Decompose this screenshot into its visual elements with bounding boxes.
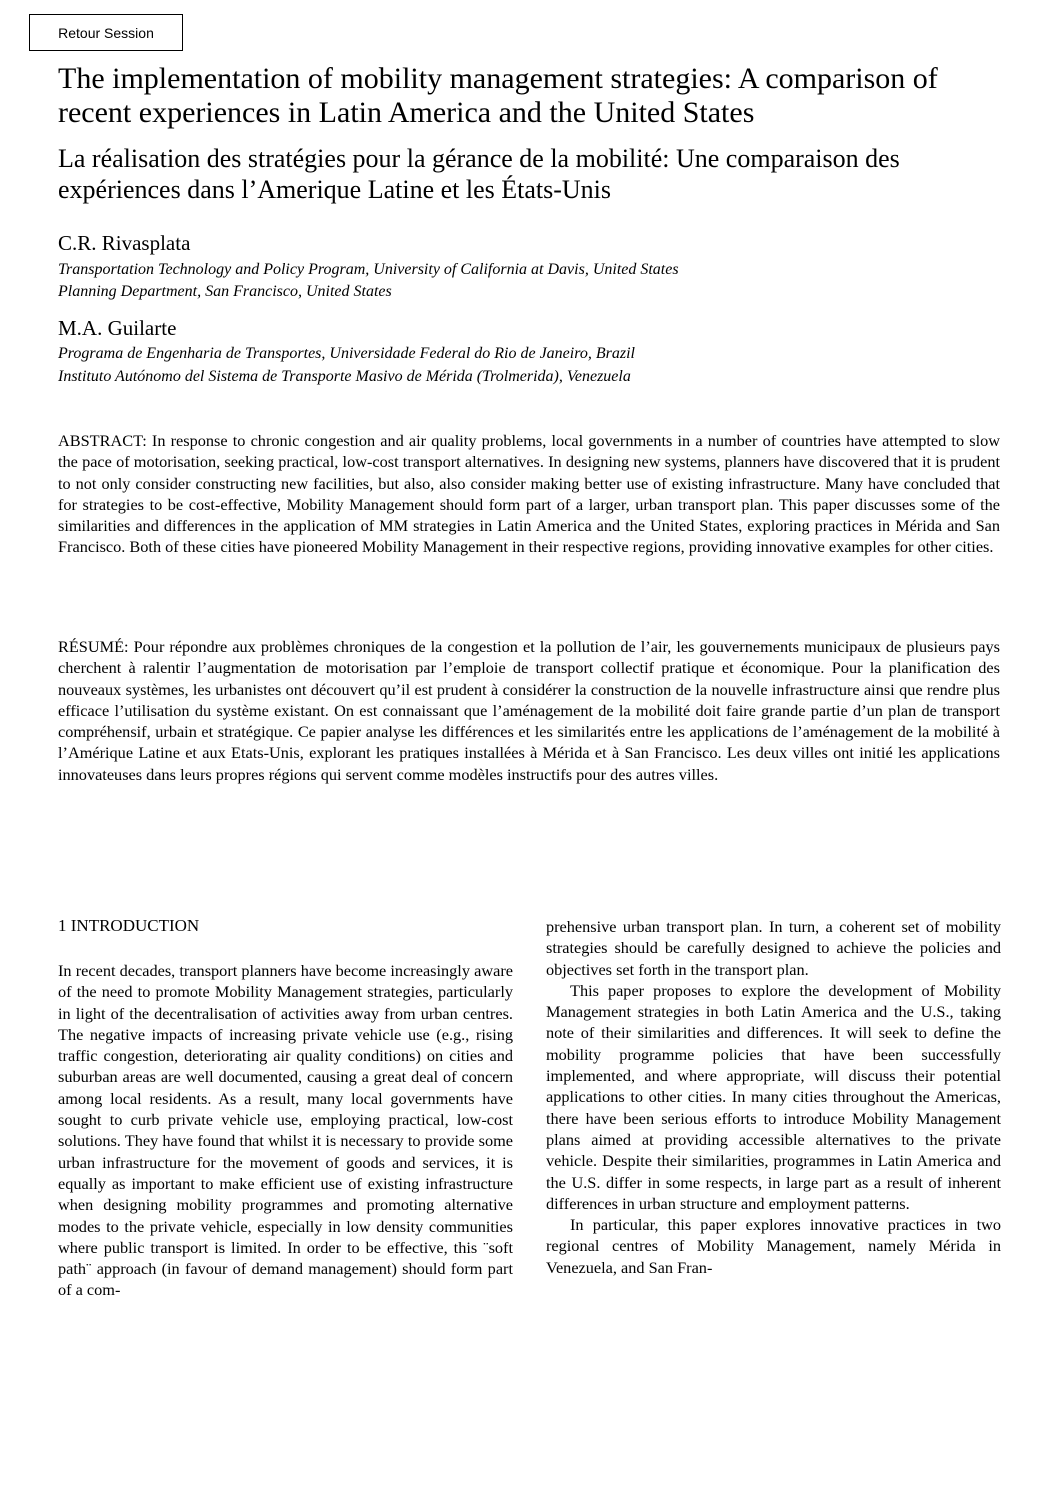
author-name: M.A. Guilarte — [58, 316, 177, 340]
author-affiliation: Programa de Engenharia de Transportes, Universidade Federal do Rio de Janeiro, Brazil — [58, 345, 635, 362]
abstract-english: ABSTRACT: In response to chronic congestion and air quality problems, local governments in a number of countries have attempted to slow the pace of motorisation, seeking practical, low-cost transport alternatives. In designing new systems, planners have discovered that it is prudent to not only consider constructing new facilities, but also, also consider making better use of existing infrastructure. Many have concluded that for strategies to be cost-effective, Mobility Management should form part of a larger, urban transport plan. This paper discusses some of the similarities and differences in the application of MM strategies in Latin America and the United States, exploring practices in Mérida and San Francisco. Both of these cities have pioneered Mobility Management in their respective regions, providing innovative examples for other cities. — [58, 431, 1000, 557]
right-column — [546, 916, 1001, 1278]
body-paragraph: This paper proposes to explore the development of Mobility Management strategies in both Latin America and the U.S., taking note of their similarities and differences. It will seek to define the mobility programme policies that have been successfully implemented, and where appropriate, will discuss their potential applications to other cities. In many cities throughout the Americas, there have been serious efforts to introduce Mobility Management plans aimed at providing accessible alternatives to the private vehicle. Despite their similarities, programmes in Latin America and the U.S. differ in some respects, in large part as a result of inherent differences in urban structure and employment patterns. — [546, 980, 1001, 1213]
author-name: C.R. Rivasplata — [58, 231, 191, 255]
author-affiliation: Planning Department, San Francisco, United States — [58, 283, 392, 300]
author-affiliation: Transportation Technology and Policy Program, University of California at Davis, United States — [58, 261, 679, 278]
paper-subtitle-french: La réalisation des stratégies pour la gérance de la mobilité: Une comparaison des expériences dans l’Amerique Latine et les États-Unis — [58, 144, 900, 204]
body-paragraph: prehensive urban transport plan. In turn, a coherent set of mobility strategies should be carefully designed to achieve the policies and objectives set forth in the transport plan. — [546, 917, 1001, 979]
paper-title: The implementation of mobility management strategies: A comparison of recent experiences in Latin America and the United States — [58, 62, 938, 129]
author-affiliation: Instituto Autónomo del Sistema de Transporte Masivo de Mérida (Trolmerida), Venezuela — [58, 368, 631, 385]
body-paragraph: In recent decades, transport planners have become increasingly aware of the need to promote Mobility Management strategies, particularly in light of the decentralisation of activities away from urban centres. The negative impacts of increasing private vehicle use (e.g., rising traffic congestion, deteriorating air quality conditions) on cities and suburban areas are well documented, causing a great deal of concern among local residents. As a result, many local governments have sought to curb private vehicle use, employing practical, low-cost solutions. They have found that whilst it is necessary to provide some urban infrastructure for the movement of goods and services, it is equally as important to make efficient use of existing infrastructure when designing mobility programmes and promoting alternative modes to the private vehicle, especially in low density communities where public transport is limited. In order to be effective, this ¨soft path¨ approach (in favour of demand management) should form part of a com- — [58, 961, 513, 1300]
back-to-session-button[interactable]: Retour Session — [29, 14, 183, 51]
section-heading: 1 INTRODUCTION — [58, 916, 200, 935]
left-column — [58, 960, 513, 1301]
abstract-french: RÉSUMÉ: Pour répondre aux problèmes chroniques de la congestion et la pollution de l’air, les gouvernements municipaux de plusieurs pays cherchent à ralentir l’augmentation de motorisation par l’emploie de transport collectif pratique et économique. Pour la planification des nouveaux systèmes, les urbanistes ont découvert qu’il est prudent à considérer la construction de la nouvelle infrastructure ainsi que rendre plus efficace l’utilisation du système existant. On est connaissant que l’aménagement de la mobilité doit faire grande partie d’un plan de transport compréhensif, urbain et stratégique. Ce papier analyse les différences et les similarités entre les applications de l’aménagement de la mobilité à l’Amérique Latine et aux Etats-Unis, explorant les pratiques installées à Mérida et à San Francisco. Les deux villes ont initié les applications innovateuses dans leurs propres régions qui servent comme modèles instructifs pour des autres villes. — [58, 637, 1000, 784]
body-paragraph: In particular, this paper explores innovative practices in two regional centres of Mobility Management, namely Mérida in Venezuela, and San Fran- — [546, 1215, 1001, 1277]
